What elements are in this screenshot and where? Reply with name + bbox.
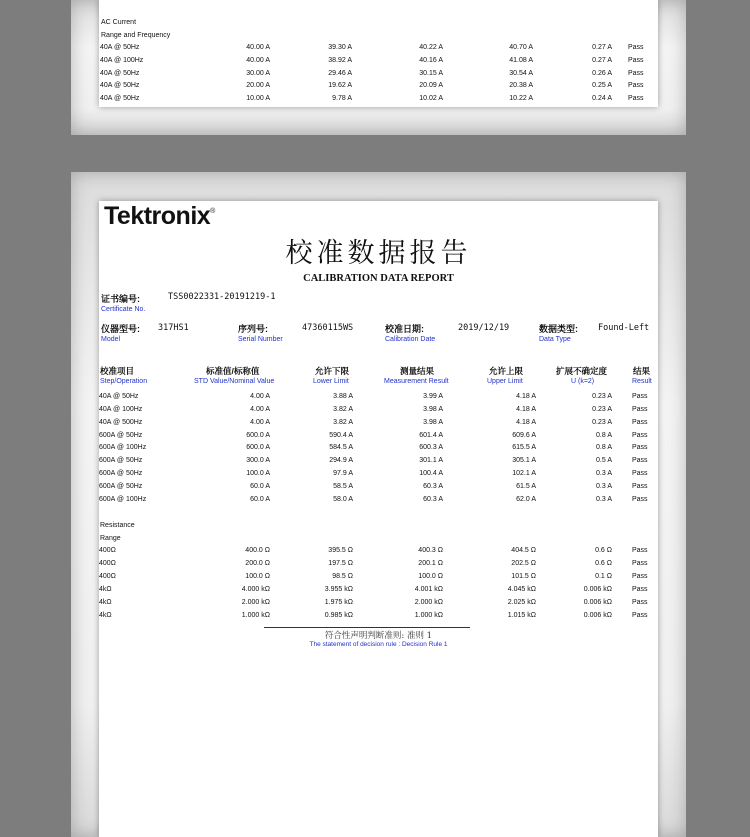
measurement-cell: 60.3 A [423,482,443,490]
step-cell: 4kΩ [99,598,112,606]
uncertainty-cell: 0.3 A [596,482,612,490]
lower-limit-cell: 29.46 A [328,69,352,77]
certificate-number: TSS0022331-20191219-1 [168,292,276,302]
upper-limit-cell: 4.18 A [516,418,536,426]
resistance-section-title: Resistance [100,522,135,529]
result-cell: Pass [628,95,644,103]
upper-limit-cell: 202.5 Ω [511,559,536,567]
header-uncertainty-cn: 扩展不确定度 [556,366,608,376]
std-value-cell: 40.00 A [246,56,270,64]
model-label-cn: 仪器型号: [101,324,140,334]
std-value-cell: 100.0 A [246,470,270,478]
table-row [99,457,658,470]
measurement-cell: 10.02 A [419,95,443,103]
upper-limit-cell: 30.54 A [509,69,533,77]
measurement-cell: 1.000 kΩ [414,611,443,619]
std-value-cell: 1.000 kΩ [241,611,270,619]
measurement-cell: 400.3 Ω [418,547,443,554]
certificate-label-cn: 证书编号: [101,294,140,304]
uncertainty-cell: 0.006 kΩ [583,598,612,606]
result-cell: Pass [628,56,644,64]
std-value-cell: 20.00 A [246,82,270,90]
table-row [99,599,658,612]
table-row [99,612,658,625]
upper-limit-cell: 10.22 A [509,95,533,103]
header-std-cn: 标准值/标称值 [206,366,260,376]
result-cell: Pass [628,69,644,77]
result-cell: Pass [632,611,648,619]
lower-limit-cell: 97.9 A [333,470,353,478]
header-measure-en: Measurement Result [384,378,449,385]
logo-text: Tektronix [104,202,211,230]
data-type-label-cn: 数据类型: [539,324,578,334]
step-cell: 600A @ 100Hz [99,444,147,452]
measurement-cell: 3.99 A [423,393,443,400]
certificate-label-en: Certificate No. [101,306,146,313]
report-title-en: CALIBRATION DATA REPORT [303,273,454,284]
upper-limit-cell: 609.6 A [512,431,536,439]
table-row [99,70,658,83]
uncertainty-cell: 0.23 A [592,405,612,413]
std-value-cell: 200.0 Ω [245,559,270,567]
uncertainty-cell: 0.27 A [592,44,612,51]
header-upper-en: Upper Limit [487,378,523,385]
header-step-en: Step/Operation [100,378,148,385]
result-cell: Pass [632,482,648,490]
std-value-cell: 60.0 A [250,482,270,490]
step-cell: 4kΩ [99,611,112,619]
result-cell: Pass [632,572,648,580]
table-row [99,483,658,496]
resistance-section-subtitle: Range [100,535,121,542]
upper-limit-cell: 102.1 A [512,470,536,478]
result-cell: Pass [632,585,648,593]
lower-limit-cell: 1.975 kΩ [324,598,353,606]
table-row [99,0,658,6]
lower-limit-cell: 19.62 A [328,82,352,90]
uncertainty-cell: 0.8 A [596,444,612,452]
model-label-en: Model [101,336,121,343]
registered-mark: ® [210,208,215,215]
std-value-cell: 600.0 A [246,431,270,439]
data-type-label-en: Data Type [539,336,571,343]
lower-limit-cell: 9.78 A [332,95,352,103]
step-cell: 40A @ 50Hz [100,69,140,77]
std-value-cell: 40.00 A [246,44,270,51]
data-type-value: Found-Left [598,323,650,333]
upper-limit-cell: 101.5 Ω [511,572,536,580]
header-uncertainty-en: U (k=2) [571,378,595,385]
measurement-cell: 30.15 A [419,69,443,77]
uncertainty-cell: 0.23 A [592,393,612,400]
measurement-cell: 40.16 A [419,56,443,64]
std-value-cell: 60.0 A [250,495,270,503]
serial-label-cn: 序列号: [238,324,268,334]
std-value-cell: 600.0 A [246,444,270,452]
step-cell: 40A @ 500Hz [99,418,143,426]
std-value-cell: 300.0 A [246,457,270,465]
model-value: 317HS1 [158,323,189,333]
std-value-cell: 4.00 A [250,418,270,426]
tektronix-logo [104,202,215,231]
cal-date-value: 2019/12/19 [458,323,510,333]
step-cell: 600A @ 50Hz [99,431,143,439]
result-cell: Pass [632,598,648,606]
cal-date-label-en: Calibration Date [385,336,436,343]
header-step-cn: 校准项目 [100,366,135,376]
upper-limit-cell: 40.70 A [509,44,533,51]
step-cell: 40A @ 100Hz [100,56,144,64]
lower-limit-cell: 584.5 A [329,444,353,452]
upper-limit-cell: 2.025 kΩ [507,598,536,606]
lower-limit-cell: 38.92 A [328,56,352,64]
result-cell: Pass [632,470,648,478]
upper-limit-cell: 41.08 A [509,56,533,64]
result-cell: Pass [632,405,648,413]
step-cell: 4kΩ [99,585,112,593]
uncertainty-cell: 0.006 kΩ [583,611,612,619]
step-cell: 40A @ 50Hz [100,82,140,90]
measurement-cell: 3.98 A [423,405,443,413]
upper-limit-cell: 20.38 A [509,82,533,90]
step-cell: 400Ω [99,547,116,554]
decision-rule-en: The statement of decision rule : Decision Rule 1 [309,641,448,648]
uncertainty-cell: 0.6 Ω [595,559,612,567]
lower-limit-cell: 98.5 Ω [332,572,353,580]
table-row [99,82,658,95]
upper-limit-cell: 62.0 A [516,495,536,503]
lower-limit-cell: 58.5 A [333,482,353,490]
uncertainty-cell: 0.3 A [596,495,612,503]
upper-limit-cell: 61.5 A [516,482,536,490]
lower-limit-cell: 3.955 kΩ [324,585,353,593]
cal-date-label-cn: 校准日期: [385,324,424,334]
result-cell: Pass [632,457,648,465]
table-row [99,470,658,483]
table-row [99,406,658,419]
table-row [99,573,658,586]
upper-limit-cell: 4.045 kΩ [507,585,536,593]
measurement-cell: 60.3 A [423,495,443,503]
lower-limit-cell: 197.5 Ω [328,559,353,567]
uncertainty-cell: 0.23 A [592,418,612,426]
result-cell: Pass [632,393,648,400]
result-cell: Pass [632,495,648,503]
measurement-cell: 40.22 A [419,44,443,51]
std-value-cell: 2.000 kΩ [241,598,270,606]
signature-rule [264,627,470,628]
result-cell: Pass [632,547,648,554]
lower-limit-cell: 3.82 A [333,405,353,413]
measurement-cell: 601.4 A [419,431,443,439]
header-result-cn: 结果 [633,366,651,376]
header-measure-cn: 测量结果 [400,366,435,376]
uncertainty-cell: 0.1 Ω [595,572,612,580]
table-row [99,57,658,70]
table-row [99,496,658,509]
uncertainty-cell: 0.8 A [596,431,612,439]
std-value-cell: 10.00 A [246,95,270,103]
header-result-en: Result [632,378,652,385]
uncertainty-cell: 0.25 A [592,82,612,90]
table-row [99,432,658,445]
lower-limit-cell: 590.4 A [329,431,353,439]
measurement-cell: 20.09 A [419,82,443,90]
lower-limit-cell: 3.88 A [333,393,353,400]
measurement-cell: 301.1 A [419,457,443,465]
upper-limit-cell: 404.5 Ω [511,547,536,554]
uncertainty-cell: 0.006 kΩ [583,585,612,593]
measurement-cell: 200.1 Ω [418,559,443,567]
step-cell: 40A @ 100Hz [99,405,143,413]
lower-limit-cell: 3.82 A [333,418,353,426]
section-subtitle: Range and Frequency [101,32,171,39]
table-row [99,44,658,57]
upper-limit-cell: 305.1 A [512,457,536,465]
table-row [99,444,658,457]
uncertainty-cell: 0.6 Ω [595,547,612,554]
calibration-report-sheet [99,201,658,837]
std-value-cell: 400.0 Ω [245,547,270,554]
measurement-cell: 4.001 kΩ [414,585,443,593]
table-row [99,560,658,573]
measurement-cell: 600.3 A [419,444,443,452]
step-cell: 40A @ 50Hz [100,95,140,103]
uncertainty-cell: 0.26 A [592,69,612,77]
std-value-cell: 100.0 Ω [245,572,270,580]
step-cell: 600A @ 100Hz [99,495,147,503]
decision-rule-cn: 符合性声明判断准则: 准则 1 [324,631,433,641]
uncertainty-cell: 0.5 A [596,457,612,465]
result-cell: Pass [628,82,644,90]
table-row [99,586,658,599]
step-cell: 400Ω [99,559,116,567]
table-row [99,95,658,107]
result-cell: Pass [632,559,648,567]
result-cell: Pass [628,44,644,51]
serial-label-en: Serial Number [238,336,283,343]
header-std-en: STD Value/Nominal Value [194,378,275,385]
upper-limit-cell: 1.015 kΩ [507,611,536,619]
measurement-cell: 2.000 kΩ [414,598,443,606]
lower-limit-cell: 294.9 A [329,457,353,465]
step-cell: 40A @ 50Hz [100,44,140,51]
step-cell: 600A @ 50Hz [99,482,143,490]
table-row [99,393,658,406]
header-upper-cn: 允许上限 [489,366,524,376]
lower-limit-cell: 395.5 Ω [328,547,353,554]
uncertainty-cell: 0.3 A [596,470,612,478]
upper-limit-cell: 4.18 A [516,405,536,413]
result-cell: Pass [632,444,648,452]
uncertainty-cell: 0.27 A [592,56,612,64]
section-title: AC Current [101,19,137,26]
report-title-cn: 校准数据报告 [285,238,472,269]
upper-limit-cell: 615.5 A [512,444,536,452]
step-cell: 40A @ 50Hz [99,393,139,400]
measurement-cell: 3.98 A [423,418,443,426]
upper-limit-cell: 4.18 A [516,393,536,400]
table-row [99,419,658,432]
header-lower-cn: 允许下限 [315,366,350,376]
result-cell: Pass [632,418,648,426]
lower-limit-cell: 39.30 A [328,44,352,51]
result-cell: Pass [632,431,648,439]
std-value-cell: 4.000 kΩ [241,585,270,593]
std-value-cell: 4.00 A [250,405,270,413]
top-report-sheet [99,0,658,107]
lower-limit-cell: 0.985 kΩ [324,611,353,619]
measurement-cell: 100.4 A [419,470,443,478]
serial-value: 47360115WS [302,323,354,333]
lower-limit-cell: 58.0 A [333,495,353,503]
measurement-cell: 100.0 Ω [418,572,443,580]
step-cell: 400Ω [99,572,116,580]
table-row [99,547,658,560]
uncertainty-cell: 0.24 A [592,95,612,103]
std-value-cell: 4.00 A [250,393,270,400]
std-value-cell: 30.00 A [246,69,270,77]
step-cell: 600A @ 50Hz [99,470,143,478]
step-cell: 600A @ 50Hz [99,457,143,465]
header-lower-en: Lower Limit [313,378,349,385]
